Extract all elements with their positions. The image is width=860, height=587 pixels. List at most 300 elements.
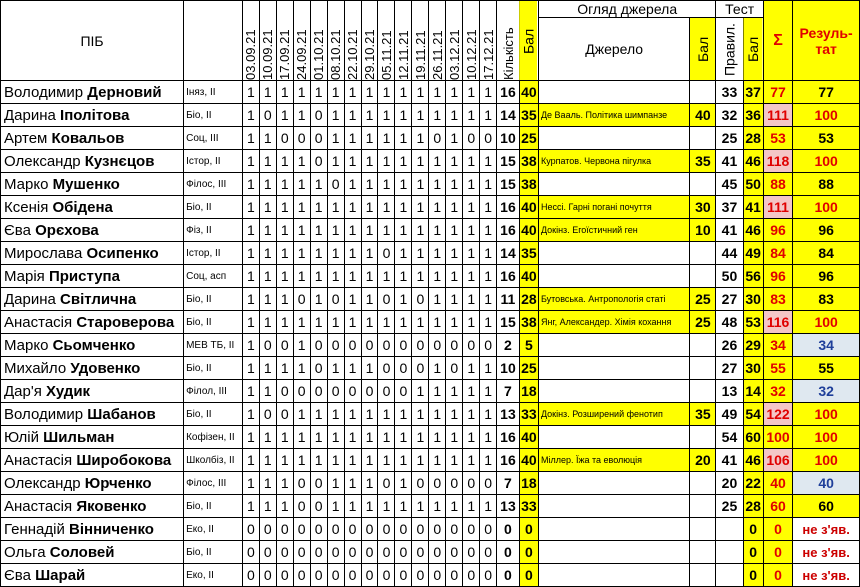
attendance-mark: 0 — [361, 334, 378, 357]
attendance-mark: 0 — [480, 518, 497, 541]
attendance-mark: 1 — [310, 219, 327, 242]
source-score — [690, 495, 716, 518]
attendance-count: 14 — [497, 242, 520, 265]
final-result: 100 — [793, 426, 860, 449]
attendance-mark: 1 — [446, 265, 463, 288]
test-correct: 26 — [716, 334, 743, 357]
attendance-mark: 1 — [412, 449, 429, 472]
attendance-mark: 0 — [276, 380, 293, 403]
attendance-mark: 0 — [242, 541, 259, 564]
attendance-mark: 1 — [480, 173, 497, 196]
attendance-mark: 1 — [361, 81, 378, 104]
attendance-mark: 1 — [395, 265, 412, 288]
test-score: 46 — [743, 449, 763, 472]
attendance-mark: 1 — [310, 196, 327, 219]
attendance-mark: 0 — [293, 495, 310, 518]
attendance-score: 40 — [519, 219, 538, 242]
attendance-mark: 0 — [327, 564, 344, 587]
attendance-mark: 1 — [446, 196, 463, 219]
attendance-mark: 0 — [259, 334, 276, 357]
last-name: Шабанов — [87, 405, 156, 423]
faculty: Біо, ІІ — [184, 104, 243, 127]
table-row — [1, 518, 860, 541]
attendance-mark: 0 — [310, 380, 327, 403]
attendance-mark: 1 — [361, 311, 378, 334]
source-title: Докінз. Егоїстичний ген — [538, 219, 689, 242]
total-sum: 88 — [763, 173, 792, 196]
attendance-mark: 1 — [361, 127, 378, 150]
source-title: Докінз. Розширений фенотип — [538, 403, 689, 426]
attendance-mark: 0 — [429, 518, 446, 541]
source-score: 20 — [690, 449, 716, 472]
header-faculty — [184, 1, 243, 81]
table-row — [1, 495, 860, 518]
attendance-mark: 0 — [293, 127, 310, 150]
test-score: 14 — [743, 380, 763, 403]
attendance-mark: 1 — [429, 311, 446, 334]
attendance-score: 38 — [519, 173, 538, 196]
header-date: 05.11.21 — [378, 1, 395, 81]
attendance-score: 40 — [519, 426, 538, 449]
student-name — [1, 242, 184, 265]
attendance-mark: 1 — [344, 104, 361, 127]
last-name: Удовенко — [70, 359, 141, 377]
attendance-count: 0 — [497, 541, 520, 564]
attendance-mark: 0 — [463, 334, 480, 357]
attendance-mark: 1 — [293, 104, 310, 127]
attendance-mark: 1 — [327, 127, 344, 150]
first-name: Юлій — [4, 428, 39, 446]
attendance-mark: 0 — [446, 357, 463, 380]
faculty: Біо, ІІ — [184, 196, 243, 219]
attendance-mark: 1 — [446, 426, 463, 449]
total-sum: 116 — [763, 311, 792, 334]
header-date: 24.09.21 — [293, 1, 310, 81]
header-source-bal: Бал — [690, 18, 716, 81]
attendance-mark: 1 — [293, 173, 310, 196]
attendance-mark: 1 — [463, 380, 480, 403]
attendance-mark: 0 — [378, 472, 395, 495]
attendance-mark: 1 — [344, 472, 361, 495]
source-score: 40 — [690, 104, 716, 127]
attendance-mark: 0 — [259, 541, 276, 564]
attendance-mark: 1 — [259, 219, 276, 242]
attendance-mark: 1 — [395, 449, 412, 472]
first-name: Дарина — [4, 290, 56, 308]
student-name — [1, 265, 184, 288]
attendance-mark: 0 — [276, 403, 293, 426]
faculty: Біо, ІІ — [184, 541, 243, 564]
attendance-mark: 1 — [310, 403, 327, 426]
source-score: 25 — [690, 288, 716, 311]
attendance-mark: 1 — [276, 81, 293, 104]
test-correct: 49 — [716, 403, 743, 426]
attendance-mark: 1 — [259, 173, 276, 196]
attendance-mark: 1 — [463, 426, 480, 449]
attendance-mark: 1 — [463, 219, 480, 242]
test-correct: 44 — [716, 242, 743, 265]
attendance-mark: 0 — [242, 564, 259, 587]
attendance-score: 35 — [519, 242, 538, 265]
attendance-mark: 0 — [480, 564, 497, 587]
attendance-mark: 1 — [361, 173, 378, 196]
attendance-mark: 0 — [446, 518, 463, 541]
attendance-mark: 1 — [446, 81, 463, 104]
attendance-mark: 1 — [361, 265, 378, 288]
attendance-count: 16 — [497, 196, 520, 219]
total-sum: 60 — [763, 495, 792, 518]
final-result: 100 — [793, 403, 860, 426]
attendance-mark: 1 — [446, 288, 463, 311]
table-row — [1, 127, 860, 150]
faculty: Біо, ІІ — [184, 311, 243, 334]
student-name — [1, 104, 184, 127]
attendance-mark: 1 — [327, 242, 344, 265]
attendance-mark: 1 — [429, 426, 446, 449]
attendance-mark: 1 — [242, 196, 259, 219]
source-title — [538, 357, 689, 380]
attendance-mark: 1 — [463, 150, 480, 173]
source-title — [538, 541, 689, 564]
final-result: 100 — [793, 196, 860, 219]
attendance-mark: 1 — [378, 219, 395, 242]
total-sum: 100 — [763, 426, 792, 449]
header-date: 08.10.21 — [327, 1, 344, 81]
source-score — [690, 426, 716, 449]
attendance-mark: 0 — [327, 173, 344, 196]
attendance-mark: 1 — [310, 311, 327, 334]
attendance-mark: 0 — [310, 564, 327, 587]
attendance-mark: 1 — [242, 150, 259, 173]
table-row — [1, 219, 860, 242]
faculty: Біо, ІІ — [184, 357, 243, 380]
header-sigma: Σ — [763, 1, 792, 81]
attendance-mark: 1 — [293, 311, 310, 334]
student-name — [1, 311, 184, 334]
attendance-mark: 1 — [344, 426, 361, 449]
total-sum: 53 — [763, 127, 792, 150]
test-score: 56 — [743, 265, 763, 288]
attendance-count: 10 — [497, 357, 520, 380]
table-row — [1, 288, 860, 311]
first-name: Єва — [4, 221, 31, 239]
faculty: МЕВ ТБ, ІІ — [184, 334, 243, 357]
attendance-mark: 1 — [259, 380, 276, 403]
attendance-mark: 1 — [378, 127, 395, 150]
attendance-mark: 0 — [429, 127, 446, 150]
attendance-mark: 1 — [327, 81, 344, 104]
attendance-mark: 1 — [429, 150, 446, 173]
table-row — [1, 541, 860, 564]
attendance-mark: 1 — [412, 219, 429, 242]
header-date: 03.09.21 — [242, 1, 259, 81]
attendance-mark: 1 — [344, 81, 361, 104]
attendance-mark: 1 — [242, 495, 259, 518]
attendance-mark: 1 — [310, 242, 327, 265]
attendance-mark: 0 — [344, 564, 361, 587]
attendance-mark: 1 — [259, 242, 276, 265]
attendance-score: 25 — [519, 127, 538, 150]
source-title — [538, 426, 689, 449]
attendance-mark: 1 — [429, 219, 446, 242]
test-correct — [716, 541, 743, 564]
test-score: 53 — [743, 311, 763, 334]
final-result: 34 — [793, 334, 860, 357]
last-name: Яковенко — [76, 497, 147, 515]
attendance-mark: 0 — [310, 472, 327, 495]
final-result: не з'яв. — [793, 518, 860, 541]
student-name — [1, 403, 184, 426]
first-name: Марко — [4, 175, 49, 193]
attendance-mark: 0 — [412, 472, 429, 495]
final-result: 53 — [793, 127, 860, 150]
student-name — [1, 426, 184, 449]
attendance-mark: 1 — [378, 150, 395, 173]
attendance-mark: 0 — [310, 357, 327, 380]
attendance-mark: 0 — [463, 518, 480, 541]
attendance-mark: 1 — [361, 104, 378, 127]
faculty: Еко, ІІ — [184, 564, 243, 587]
attendance-score: 25 — [519, 357, 538, 380]
total-sum: 118 — [763, 150, 792, 173]
final-result: 32 — [793, 380, 860, 403]
header-test-group: Тест — [716, 1, 763, 18]
last-name: Світлична — [60, 290, 137, 308]
table-row — [1, 104, 860, 127]
total-sum: 96 — [763, 265, 792, 288]
attendance-mark: 1 — [327, 104, 344, 127]
student-name — [1, 380, 184, 403]
attendance-mark: 0 — [480, 541, 497, 564]
attendance-mark: 1 — [429, 81, 446, 104]
header-bal: Бал — [519, 1, 538, 81]
attendance-mark: 1 — [276, 242, 293, 265]
source-score — [690, 334, 716, 357]
test-correct: 48 — [716, 311, 743, 334]
faculty: Еко, ІІ — [184, 518, 243, 541]
attendance-mark: 1 — [327, 357, 344, 380]
faculty: Іняз, ІІ — [184, 81, 243, 104]
attendance-mark: 1 — [463, 196, 480, 219]
attendance-mark: 0 — [310, 127, 327, 150]
final-result: 100 — [793, 311, 860, 334]
total-sum: 0 — [763, 518, 792, 541]
attendance-mark: 1 — [242, 288, 259, 311]
attendance-mark: 1 — [242, 81, 259, 104]
attendance-mark: 1 — [378, 403, 395, 426]
faculty: Біо, ІІ — [184, 288, 243, 311]
attendance-mark: 1 — [463, 173, 480, 196]
source-title: Курпатов. Червона пігулка — [538, 150, 689, 173]
attendance-mark: 0 — [293, 518, 310, 541]
attendance-mark: 0 — [259, 104, 276, 127]
test-correct: 32 — [716, 104, 743, 127]
student-name — [1, 127, 184, 150]
header-date: 10.09.21 — [259, 1, 276, 81]
attendance-mark: 1 — [310, 265, 327, 288]
table-row — [1, 173, 860, 196]
attendance-mark: 1 — [327, 196, 344, 219]
first-name: Ксенія — [4, 198, 49, 216]
table-row — [1, 265, 860, 288]
attendance-mark: 1 — [395, 173, 412, 196]
attendance-mark: 1 — [259, 449, 276, 472]
attendance-mark: 1 — [293, 196, 310, 219]
final-result: 55 — [793, 357, 860, 380]
attendance-score: 0 — [519, 518, 538, 541]
total-sum: 77 — [763, 81, 792, 104]
first-name: Анастасія — [4, 313, 73, 331]
test-correct: 41 — [716, 449, 743, 472]
faculty: Філос, ІІІ — [184, 173, 243, 196]
first-name: Дарина — [4, 106, 56, 124]
attendance-mark: 1 — [361, 449, 378, 472]
attendance-mark: 0 — [310, 150, 327, 173]
attendance-mark: 0 — [378, 288, 395, 311]
first-name: Михайло — [4, 359, 67, 377]
faculty: Фіз, ІІ — [184, 219, 243, 242]
source-title — [538, 127, 689, 150]
attendance-mark: 1 — [463, 242, 480, 265]
attendance-mark: 0 — [361, 518, 378, 541]
attendance-mark: 1 — [293, 334, 310, 357]
last-name: Осипенко — [86, 244, 159, 262]
attendance-mark: 0 — [276, 518, 293, 541]
header-date: 03.12.21 — [446, 1, 463, 81]
attendance-mark: 0 — [446, 334, 463, 357]
attendance-count: 15 — [497, 150, 520, 173]
total-sum: 111 — [763, 104, 792, 127]
source-score — [690, 127, 716, 150]
attendance-mark: 1 — [276, 219, 293, 242]
attendance-mark: 1 — [378, 196, 395, 219]
test-correct: 27 — [716, 288, 743, 311]
attendance-mark: 0 — [293, 564, 310, 587]
attendance-mark: 0 — [327, 518, 344, 541]
attendance-mark: 0 — [310, 495, 327, 518]
attendance-mark: 0 — [276, 541, 293, 564]
attendance-mark: 0 — [480, 334, 497, 357]
attendance-mark: 1 — [395, 288, 412, 311]
header-review-group: Огляд джерела — [538, 1, 715, 18]
attendance-mark: 1 — [480, 357, 497, 380]
attendance-mark: 1 — [276, 495, 293, 518]
attendance-mark: 1 — [446, 311, 463, 334]
first-name: Марко — [4, 336, 49, 354]
final-result: 96 — [793, 219, 860, 242]
source-title — [538, 495, 689, 518]
header-praviln: Правил. — [716, 18, 743, 81]
student-name — [1, 173, 184, 196]
attendance-mark: 1 — [395, 127, 412, 150]
attendance-mark: 1 — [361, 472, 378, 495]
attendance-mark: 1 — [310, 426, 327, 449]
attendance-mark: 1 — [259, 357, 276, 380]
final-result: 100 — [793, 449, 860, 472]
header-date: 10.12.21 — [463, 1, 480, 81]
last-name: Мушенко — [52, 175, 120, 193]
attendance-score: 40 — [519, 81, 538, 104]
attendance-mark: 0 — [412, 564, 429, 587]
attendance-mark: 1 — [361, 219, 378, 242]
attendance-mark: 1 — [293, 403, 310, 426]
attendance-mark: 0 — [259, 403, 276, 426]
attendance-mark: 0 — [378, 334, 395, 357]
source-score — [690, 173, 716, 196]
final-result: 88 — [793, 173, 860, 196]
attendance-mark: 1 — [242, 357, 259, 380]
last-name: Іполітова — [60, 106, 130, 124]
first-name: Геннадій — [4, 520, 65, 538]
attendance-count: 7 — [497, 380, 520, 403]
last-name: Соловей — [49, 543, 115, 561]
attendance-mark: 1 — [378, 81, 395, 104]
student-name — [1, 357, 184, 380]
final-result: 83 — [793, 288, 860, 311]
faculty: Школбіз, ІІ — [184, 449, 243, 472]
attendance-mark: 1 — [344, 196, 361, 219]
attendance-mark: 1 — [395, 81, 412, 104]
test-correct — [716, 518, 743, 541]
attendance-mark: 0 — [378, 518, 395, 541]
table-row — [1, 242, 860, 265]
attendance-mark: 1 — [412, 127, 429, 150]
attendance-count: 15 — [497, 173, 520, 196]
attendance-mark: 0 — [480, 472, 497, 495]
last-name: Сьомченко — [52, 336, 136, 354]
attendance-mark: 1 — [463, 288, 480, 311]
table-body — [1, 81, 860, 587]
attendance-count: 16 — [497, 81, 520, 104]
source-score — [690, 518, 716, 541]
test-score: 29 — [743, 334, 763, 357]
attendance-mark: 1 — [259, 81, 276, 104]
student-name — [1, 219, 184, 242]
attendance-mark: 0 — [395, 357, 412, 380]
last-name: Худик — [46, 382, 91, 400]
attendance-mark: 1 — [480, 104, 497, 127]
last-name: Дерновий — [87, 83, 162, 101]
attendance-count: 16 — [497, 449, 520, 472]
attendance-mark: 1 — [293, 219, 310, 242]
attendance-mark: 1 — [242, 334, 259, 357]
source-score: 35 — [690, 403, 716, 426]
student-name — [1, 472, 184, 495]
attendance-mark: 1 — [276, 196, 293, 219]
attendance-mark: 1 — [480, 81, 497, 104]
attendance-mark: 1 — [327, 311, 344, 334]
attendance-score: 18 — [519, 472, 538, 495]
test-score: 49 — [743, 242, 763, 265]
attendance-mark: 1 — [361, 495, 378, 518]
attendance-mark: 1 — [276, 472, 293, 495]
attendance-mark: 1 — [480, 265, 497, 288]
attendance-mark: 0 — [310, 104, 327, 127]
attendance-score: 38 — [519, 311, 538, 334]
attendance-mark: 1 — [378, 265, 395, 288]
attendance-mark: 0 — [446, 564, 463, 587]
attendance-mark: 1 — [446, 127, 463, 150]
test-score: 28 — [743, 127, 763, 150]
first-name: Марія — [4, 267, 45, 285]
attendance-mark: 0 — [412, 541, 429, 564]
attendance-mark: 1 — [378, 495, 395, 518]
attendance-mark: 1 — [276, 426, 293, 449]
attendance-mark: 1 — [412, 173, 429, 196]
attendance-mark: 1 — [412, 81, 429, 104]
attendance-mark: 1 — [412, 380, 429, 403]
faculty: Філол, ІІІ — [184, 380, 243, 403]
